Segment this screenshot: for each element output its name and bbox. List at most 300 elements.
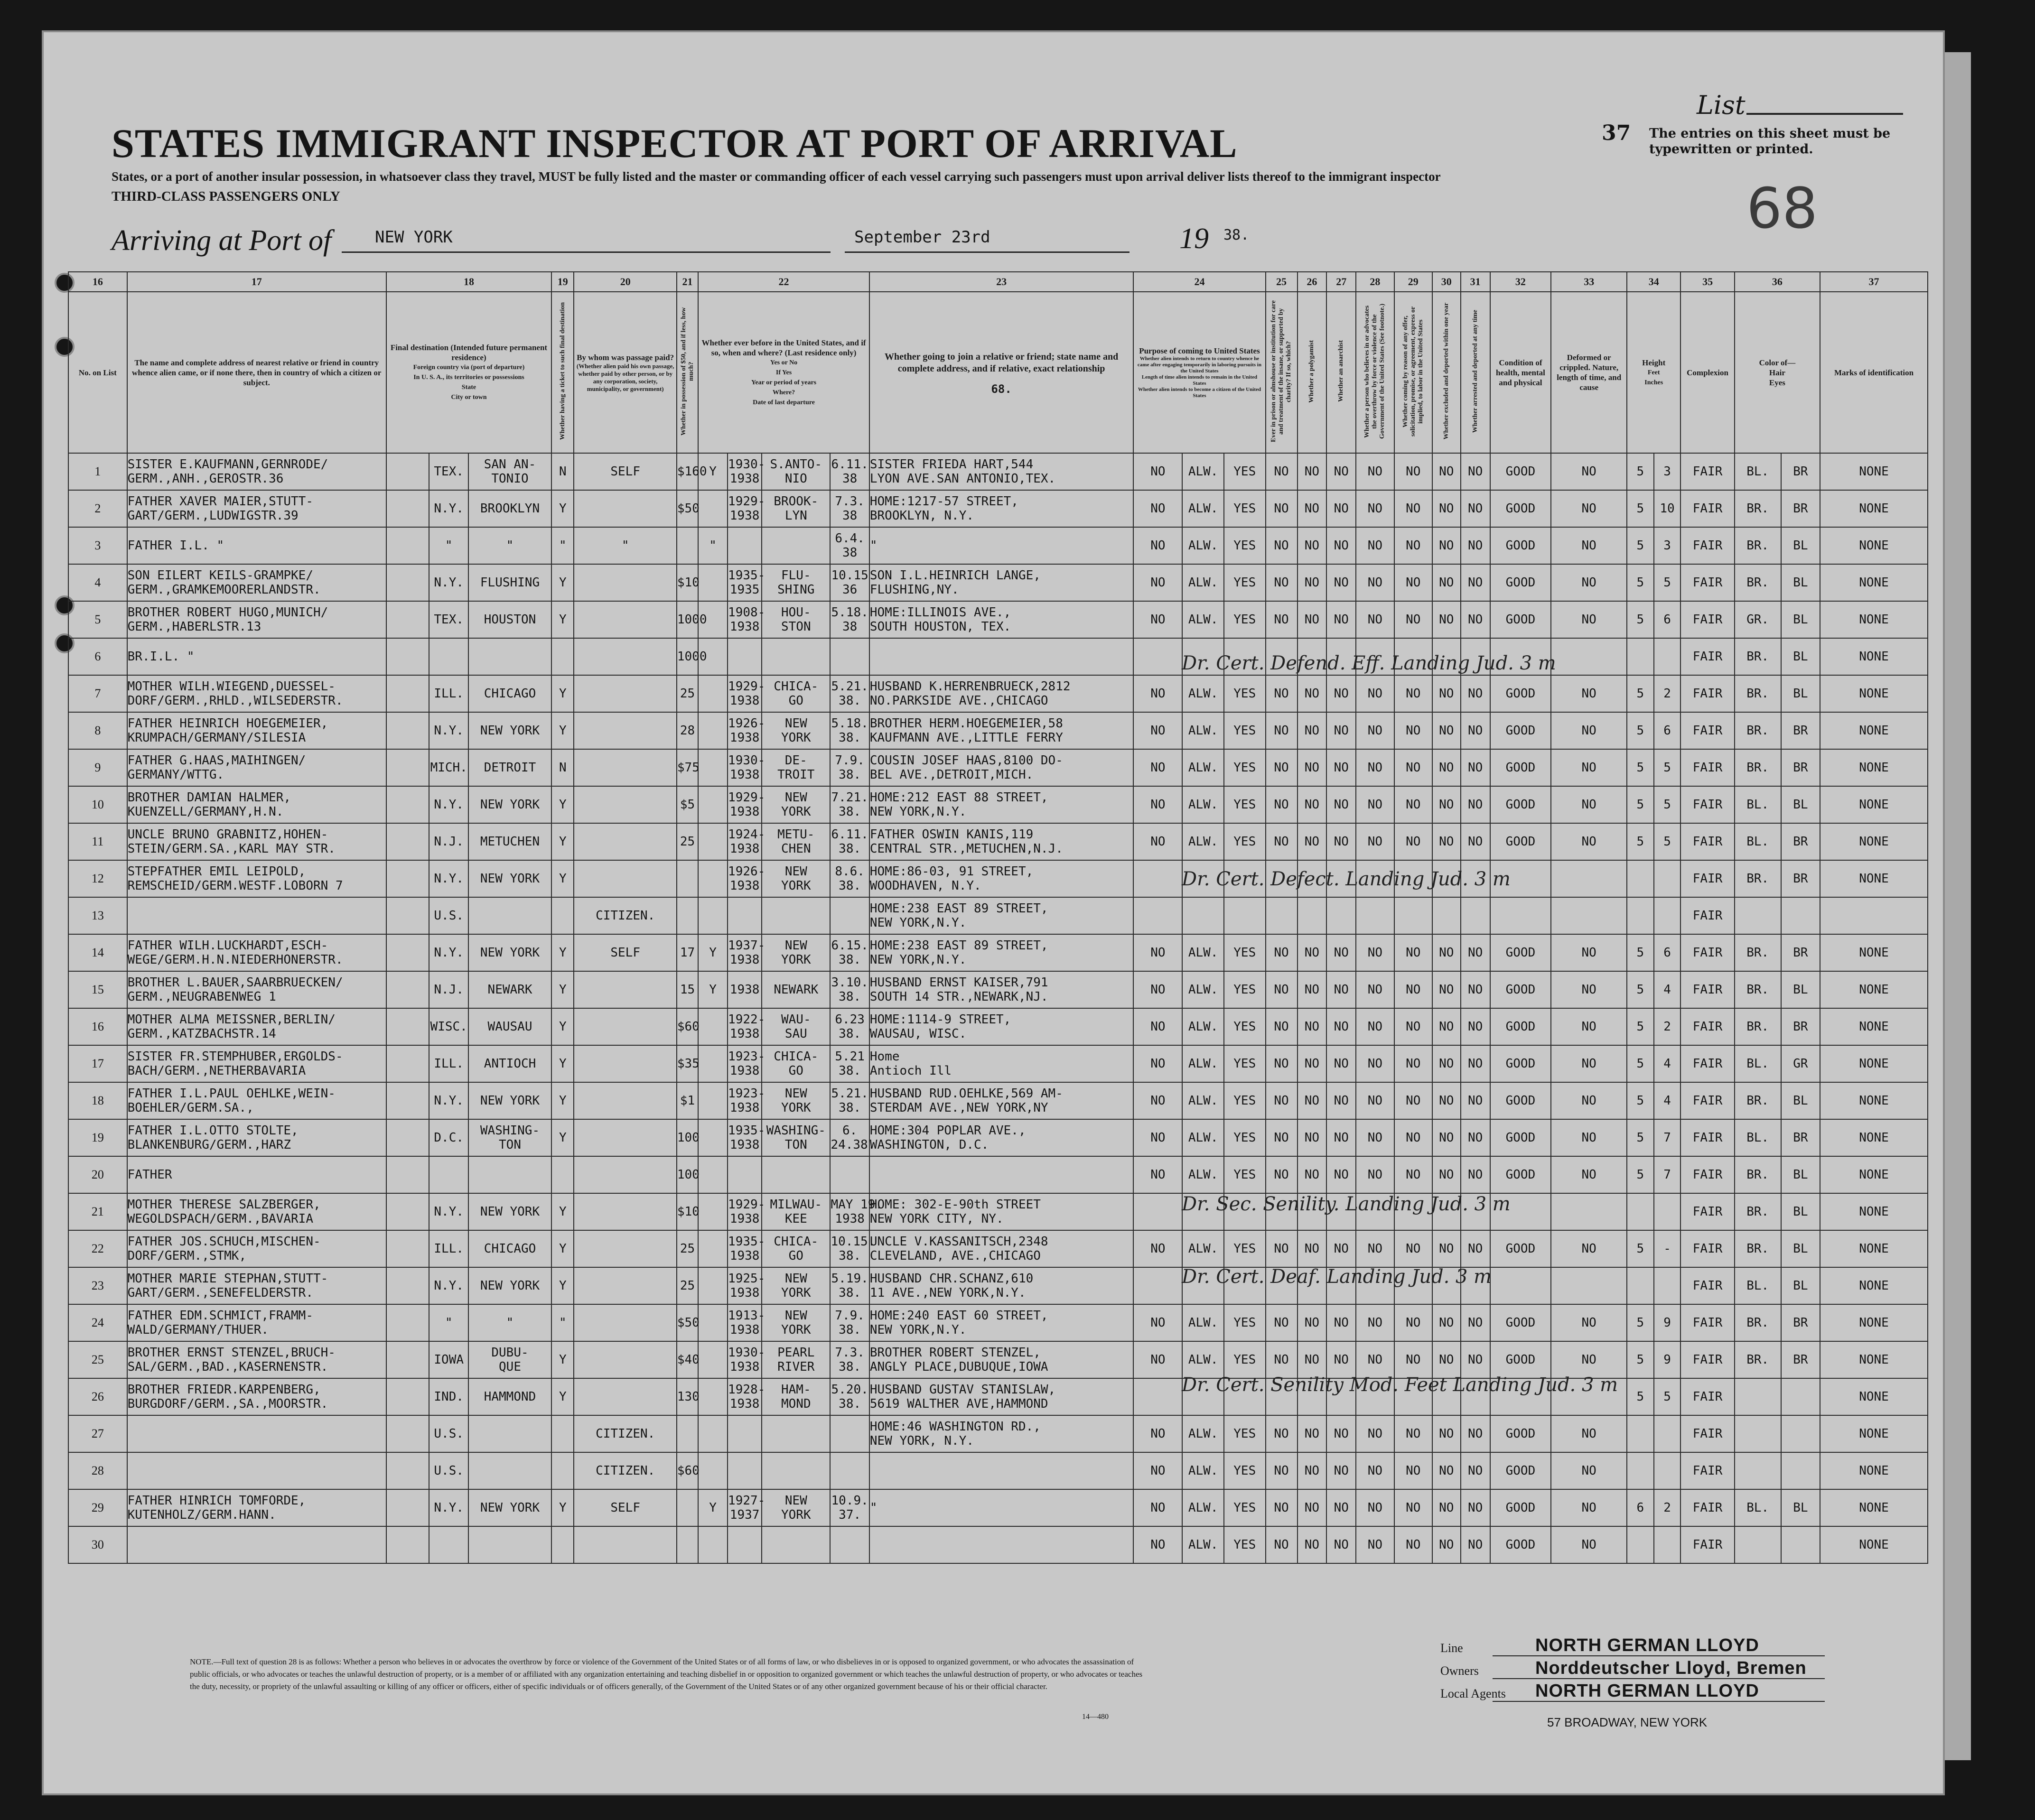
cell-text: NO: [1304, 1168, 1320, 1182]
cell-text: 5: [1636, 1353, 1644, 1367]
cell-p24a: [1133, 1008, 1182, 1045]
cell-c28: [1356, 1008, 1394, 1045]
cell-ticket: [551, 453, 574, 490]
cell-c29: [1394, 453, 1432, 490]
cell-text: NO: [1367, 1464, 1383, 1478]
cell-text: NO: [1150, 1464, 1166, 1478]
cell-in: [1654, 1415, 1681, 1452]
cell-text: 1938: [729, 879, 760, 893]
cell-text: 5: [1636, 1131, 1644, 1145]
cell-join1: [869, 1156, 1133, 1193]
cell-c30: [1432, 712, 1461, 749]
cell-health: [1490, 712, 1551, 749]
cell-text: 7.9.: [835, 753, 865, 768]
cell-eyes: [1781, 971, 1820, 1008]
cell-text: NO: [1581, 501, 1596, 516]
cell-text: 1000: [677, 650, 707, 664]
cell-c30: [1432, 1156, 1461, 1193]
owners-value: Norddeutscher Lloyd, Bremen: [1535, 1658, 1807, 1678]
cell-dt1: [830, 1119, 876, 1156]
cell-c31: [1461, 1489, 1490, 1526]
cell-text: 1923-: [728, 1086, 765, 1101]
cell-text: 6: [94, 650, 101, 663]
cell-text: BL.: [1746, 1501, 1769, 1515]
cell-city1: [468, 749, 551, 786]
cell-text: NO: [1367, 1094, 1383, 1108]
cell-text: 1938: [729, 983, 760, 997]
cell-join1: [869, 712, 1133, 749]
cell-text: CHICAGO: [484, 1242, 536, 1256]
cell-health: [1490, 675, 1551, 712]
cell-marks: [1820, 897, 1928, 934]
cell-text: 17: [680, 946, 695, 960]
cell-text: 1930-: [728, 753, 765, 768]
cell-hair: [1735, 1526, 1781, 1563]
cell-text: NEW YORK,N.Y.: [869, 805, 967, 819]
cell-ticket: [551, 675, 574, 712]
cell-deform: [1551, 1082, 1627, 1119]
cell-join1: [869, 1045, 1133, 1082]
cell-text: FAIR: [1692, 1390, 1723, 1404]
cell-text: NO: [1304, 835, 1320, 849]
cell-in: [1654, 601, 1681, 638]
cell-text: NO: [1274, 576, 1289, 590]
cell-text: NO: [1150, 1353, 1166, 1367]
cell-money: [677, 675, 698, 712]
cell-c30: [1432, 823, 1461, 860]
cell-text: 7.3.: [835, 1346, 865, 1360]
cell-hair: [1735, 1378, 1781, 1415]
cell-eyes: [1781, 1267, 1820, 1304]
cell-text: N: [559, 464, 567, 479]
cell-marks: [1820, 1489, 1928, 1526]
cell-text: NO: [1406, 1316, 1421, 1330]
cell-text: YES: [1233, 1427, 1256, 1441]
cell-ft: [1627, 1008, 1654, 1045]
cell-text: CITIZEN.: [596, 1464, 655, 1478]
cell-text: NO: [1150, 1427, 1166, 1441]
cell-text: 1929-: [728, 790, 765, 805]
cell-c27: [1326, 1230, 1356, 1267]
cell-text: GOOD: [1505, 1094, 1536, 1108]
cell-text: HOME:46 WASHINGTON RD.,: [869, 1420, 1041, 1434]
cell-in: [1654, 860, 1681, 897]
cell-text: NEW: [784, 1086, 807, 1101]
cell-text: 15: [680, 983, 695, 997]
cell-money: [677, 638, 707, 675]
cell-ticket: [551, 934, 574, 971]
cell-join1: [869, 897, 1133, 934]
cell-text: YES: [1233, 1316, 1256, 1330]
cell-paid: [574, 1267, 676, 1304]
cell-yn: [698, 1267, 728, 1304]
header-labor-offer-text: Whether coming by reason of any offer, solicitation, promise, or agreement, express or implied, to labor in the United States: [1401, 306, 1424, 436]
cell-c30: [1432, 971, 1461, 1008]
cell-rel1: [127, 490, 386, 527]
colnum-27: 27: [1326, 272, 1356, 292]
cell-text: GERM.,KATZBACHSTR.14: [127, 1027, 276, 1041]
cell-text: NEW: [784, 1494, 807, 1508]
table-row: [68, 453, 1928, 490]
cell-yr1: [728, 1526, 762, 1563]
cell-text: FLU-: [781, 568, 811, 583]
cell-join1: [869, 1489, 1133, 1526]
cell-text: YES: [1233, 464, 1256, 479]
cell-eyes: [1781, 453, 1820, 490]
cell-join1: [869, 601, 1133, 638]
cell-text: BROTHER FRIEDR.KARPENBERG,: [127, 1383, 321, 1397]
cell-city1: [468, 564, 551, 601]
cell-c25: [1266, 1082, 1298, 1119]
cell-text: HOME:240 EAST 60 STREET,: [869, 1309, 1048, 1323]
cell-text: NO: [1439, 687, 1454, 701]
cell-money: [677, 1008, 698, 1045]
cell-money: [677, 490, 698, 527]
cell-wh1: [762, 1008, 830, 1045]
cell-state: [429, 1452, 468, 1489]
cell-in: [1654, 823, 1681, 860]
header-yes-no: Yes or No: [770, 359, 798, 366]
cell-in: [1654, 1526, 1681, 1563]
cell-c28: [1356, 749, 1394, 786]
cell-text: $50: [677, 1316, 700, 1330]
cell-text: Y: [559, 687, 567, 701]
cell-c27: [1326, 675, 1356, 712]
cell-dt1: [830, 712, 869, 749]
cell-text: QUE: [499, 1360, 521, 1374]
cell-text: NO: [1467, 687, 1483, 701]
cell-wh1: [762, 1452, 830, 1489]
cell-ft: [1627, 1193, 1654, 1230]
cell-text: NO: [1581, 1057, 1596, 1071]
cell-text: N.J.: [434, 983, 464, 997]
cell-text: BR: [1793, 1131, 1808, 1145]
cell-ticket: [551, 527, 574, 564]
header-deformed: Deformed or crippled. Nature, length of time, and cause: [1551, 292, 1627, 453]
cell-cplx: [1680, 934, 1734, 971]
cell-blank: [386, 1008, 429, 1045]
cell-text: NO: [1304, 1131, 1320, 1145]
cell-text: 7.3.: [835, 494, 865, 509]
header-city-or-town: City or town: [451, 394, 487, 401]
cell-text: GO: [788, 694, 803, 708]
cell-text: 1913-: [728, 1309, 765, 1323]
cell-city1: [468, 1082, 551, 1119]
cell-in: [1654, 1193, 1681, 1230]
cell-text: NO: [1150, 1094, 1166, 1108]
cell-eyes: [1781, 1526, 1820, 1563]
cell-c27: [1326, 1452, 1356, 1489]
cell-c29: [1394, 1156, 1432, 1193]
header-height-title: Height: [1642, 358, 1666, 367]
cell-text: ": [445, 539, 453, 553]
cell-text: SISTER E.KAUFMANN,GERNRODE/: [127, 457, 328, 472]
cell-text: WAU-: [781, 1012, 811, 1027]
cell-city1: [468, 638, 551, 675]
cell-text: WAUSAU, WISC.: [869, 1027, 967, 1041]
cell-marks: [1820, 1230, 1928, 1267]
cell-text: STEPFATHER EMIL LEIPOLD,: [127, 864, 306, 879]
cell-text: NO: [1406, 1538, 1421, 1552]
cell-text: NO: [1406, 687, 1421, 701]
cell-text: BR: [1793, 946, 1808, 960]
cell-text: WASHING-: [480, 1124, 540, 1138]
cell-c30: [1432, 453, 1461, 490]
port-value: NEW YORK: [375, 228, 453, 247]
cell-eyes: [1781, 1156, 1820, 1193]
cell-text: 1937-: [728, 938, 765, 953]
cell-text: FAIR: [1692, 1020, 1723, 1034]
header-where: Where?: [772, 389, 795, 396]
cell-text: 5: [1636, 1057, 1644, 1071]
cell-yn: [698, 527, 728, 564]
cell-text: 38: [842, 620, 858, 634]
cell-text: NO: [1406, 835, 1421, 849]
header-final-destination: [386, 292, 551, 453]
cell-text: 7: [1663, 1131, 1671, 1145]
cell-text: Y: [559, 1279, 567, 1293]
cell-p24c: [1224, 934, 1266, 971]
cell-c25: [1266, 564, 1298, 601]
cell-blank: [386, 786, 429, 823]
cell-eyes: [1781, 1378, 1820, 1415]
cell-text: BR.: [1746, 1168, 1769, 1182]
cell-deform: [1551, 786, 1627, 823]
cell-city1: [468, 860, 551, 897]
cell-text: 38: [842, 546, 858, 560]
cell-text: ALW.: [1188, 1538, 1218, 1552]
cell-city1: [468, 1304, 551, 1341]
cell-c25: [1266, 675, 1298, 712]
cell-join1: [869, 675, 1133, 712]
cell-text: NONE: [1859, 613, 1889, 627]
header-if-yes: If Yes: [775, 369, 792, 376]
cell-state: [429, 527, 468, 564]
cell-join1: [869, 1193, 1133, 1230]
cell-rel1: [127, 1156, 386, 1193]
cell-hair: [1735, 1489, 1781, 1526]
cell-text: 1928-: [728, 1383, 765, 1397]
cell-text: Y: [559, 501, 567, 516]
cell-no: [68, 1045, 127, 1082]
table-row: [68, 564, 1928, 601]
cell-text: TEX.: [434, 613, 464, 627]
cell-p24c: [1224, 1082, 1266, 1119]
cell-text: BR: [1793, 501, 1808, 516]
cell-text: NO: [1150, 798, 1166, 812]
cell-c31: [1461, 786, 1490, 823]
cell-text: BR.I.L. ": [127, 650, 195, 664]
cell-blank: [386, 823, 429, 860]
cell-text: BROTHER ROBERT HUGO,MUNICH/: [127, 605, 328, 620]
cell-text: SON I.L.HEINRICH LANGE,: [869, 568, 1041, 583]
cell-text: NO: [1467, 464, 1483, 479]
cell-text: NONE: [1859, 1020, 1889, 1034]
cell-text: SHING: [777, 583, 815, 597]
cell-text: MOTHER MARIE STEPHAN,STUTT-: [127, 1272, 328, 1286]
cell-no: [68, 786, 127, 823]
cell-dt1: [830, 1193, 883, 1230]
cell-text: 6.: [842, 1124, 858, 1138]
cell-no: [68, 675, 127, 712]
cell-p24b: [1182, 601, 1224, 638]
cell-c31: [1461, 1341, 1490, 1378]
cell-paid: [574, 564, 676, 601]
cell-health: [1490, 1267, 1551, 1304]
cell-dt1: [830, 1526, 869, 1563]
cell-text: NO: [1439, 1168, 1454, 1182]
cell-wh1: [762, 934, 830, 971]
cell-text: 5.21.: [831, 1086, 868, 1101]
cell-p24c: [1224, 564, 1266, 601]
cell-text: NO: [1334, 1464, 1349, 1478]
cell-dt1: [830, 1045, 869, 1082]
cell-text: NEW: [784, 864, 807, 879]
cell-text: 5: [1636, 946, 1644, 960]
cell-p24c: [1224, 675, 1266, 712]
cell-p24b: [1182, 1415, 1224, 1452]
cell-text: FATHER XAVER MAIER,STUTT-: [127, 494, 313, 509]
cell-cplx: [1680, 453, 1734, 490]
cell-cplx: [1680, 823, 1734, 860]
cell-text: GOOD: [1505, 835, 1536, 849]
cell-c26: [1298, 1008, 1327, 1045]
cell-wh1: [762, 1230, 830, 1267]
cell-marks: [1820, 1304, 1928, 1341]
cell-text: NO: [1304, 983, 1320, 997]
table-row: [68, 601, 1928, 638]
cell-text: NO: [1274, 501, 1289, 516]
cell-c27: [1326, 971, 1356, 1008]
cell-text: 5: [1636, 576, 1644, 590]
cell-c29: [1394, 897, 1432, 934]
cell-yr1: [728, 712, 765, 749]
cell-text: NONE: [1859, 946, 1889, 960]
cell-text: U.S.: [434, 909, 464, 923]
cell-text: BL: [1793, 1205, 1808, 1219]
cell-text: NO: [1274, 1168, 1289, 1182]
cell-c29: [1394, 1082, 1432, 1119]
cell-p24a: [1133, 564, 1182, 601]
cell-c28: [1356, 934, 1394, 971]
cell-c25: [1266, 1156, 1298, 1193]
cell-text: FAIR: [1692, 1168, 1723, 1182]
cell-eyes: [1781, 564, 1820, 601]
cell-city1: [468, 1489, 551, 1526]
cell-rel1: [127, 1045, 386, 1082]
cell-in: [1654, 712, 1681, 749]
cell-c25: [1266, 453, 1298, 490]
cell-c28: [1356, 1304, 1394, 1341]
cell-text: MILWAU-: [770, 1198, 822, 1212]
cell-eyes: [1781, 934, 1820, 971]
cell-state: [429, 453, 468, 490]
cell-yr1: [728, 1341, 765, 1378]
cell-c31: [1461, 453, 1490, 490]
cell-city1: [468, 1119, 551, 1156]
cell-text: 5: [1636, 761, 1644, 775]
cell-c27: [1326, 601, 1356, 638]
cell-no: [68, 934, 127, 971]
cell-c28: [1356, 786, 1394, 823]
cell-text: FATHER JOS.SCHUCH,MISCHEN-: [127, 1235, 321, 1249]
cell-paid: [574, 971, 676, 1008]
cell-text: SON EILERT KEILS-GRAMPKE/: [127, 568, 313, 583]
cell-eyes: [1781, 638, 1820, 675]
cell-text: YES: [1233, 761, 1256, 775]
cell-no: [68, 971, 127, 1008]
cell-city1: [468, 601, 551, 638]
colnum-16: 16: [68, 272, 127, 292]
cell-c25: [1266, 1452, 1298, 1489]
cell-text: BR.: [1746, 501, 1769, 516]
cell-text: 5.18.: [831, 716, 868, 731]
cell-text: U.S.: [434, 1427, 464, 1441]
cell-hair: [1735, 786, 1781, 823]
cell-text: GOOD: [1505, 1501, 1536, 1515]
cell-text: 6.11.: [831, 457, 868, 472]
cell-text: NO: [1334, 983, 1349, 997]
cell-text: 3.10.: [831, 975, 868, 990]
cell-text: BR.: [1746, 1242, 1769, 1256]
cell-deform: [1551, 1415, 1627, 1452]
manifest-table-wrap: [42, 271, 1945, 1602]
cell-paid: [574, 1082, 676, 1119]
cell-city1: [468, 1156, 551, 1193]
cell-text: HOME:1217-57 STREET,: [869, 494, 1018, 509]
cell-text: 11: [92, 835, 104, 848]
cell-health: [1490, 1082, 1551, 1119]
cell-text: NO: [1406, 1242, 1421, 1256]
cell-city1: [468, 897, 551, 934]
cell-text: N.Y.: [434, 798, 464, 812]
cell-text: HOME:212 EAST 88 STREET,: [869, 790, 1048, 805]
cell-marks: [1820, 527, 1928, 564]
cell-marks: [1820, 786, 1928, 823]
cell-text: NO: [1304, 1316, 1320, 1330]
cell-hair: [1735, 564, 1781, 601]
cell-cplx: [1680, 1045, 1734, 1082]
cell-text: Y: [559, 983, 567, 997]
header-anarchist: [1326, 292, 1356, 453]
cell-p24c: [1224, 749, 1266, 786]
cell-blank: [386, 601, 429, 638]
cell-text: GOOD: [1505, 1057, 1536, 1071]
cell-text: NO: [1274, 983, 1289, 997]
cell-text: NO: [1150, 835, 1166, 849]
cell-text: NO: [1467, 1427, 1483, 1441]
cell-text: BROOKLYN, N.Y.: [869, 509, 974, 523]
cell-text: NO: [1439, 724, 1454, 738]
cell-dt1: [830, 971, 869, 1008]
cell-text: 6.15.: [831, 938, 868, 953]
cell-text: Y: [559, 1501, 567, 1515]
class-line: THIRD-CLASS PASSENGERS ONLY: [112, 189, 340, 204]
cell-text: NO: [1439, 464, 1454, 479]
cell-text: HOME:304 POPLAR AVE.,: [869, 1124, 1026, 1138]
cell-text: NO: [1334, 1501, 1349, 1515]
header-prison-text: Ever in prison or almshouse or institution for care and treatment of the insane, or supported by charity? If so, which?: [1270, 300, 1293, 442]
passenger-rows: [68, 453, 1928, 1563]
cell-p24a: [1133, 1230, 1182, 1267]
cell-paid: [574, 1415, 676, 1452]
line-value: NORTH GERMAN LLOYD: [1535, 1635, 1759, 1655]
cell-c25: [1266, 1526, 1298, 1563]
table-row: [68, 1489, 1928, 1526]
cell-text: 5: [1636, 464, 1644, 479]
cell-text: 20: [91, 1168, 104, 1181]
cell-text: FAIR: [1692, 501, 1723, 516]
